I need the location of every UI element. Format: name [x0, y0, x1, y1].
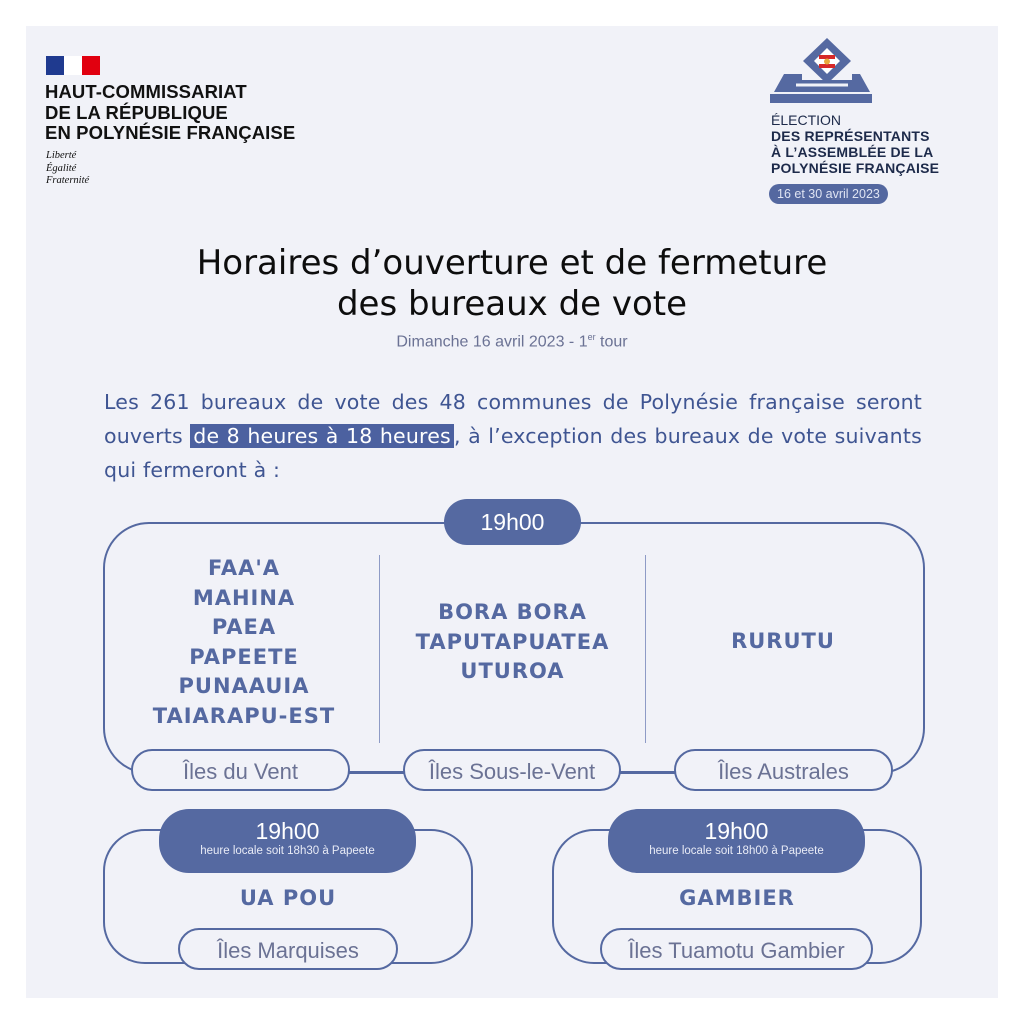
- region-iles-sous-le-vent: Îles Sous-le-Vent: [403, 749, 621, 791]
- election-line-2: DES REPRÉSENTANTS: [771, 128, 930, 144]
- intro-paragraph: [104, 385, 922, 487]
- commune-name: UTUROA: [460, 659, 565, 683]
- commune-name: TAIARAPU-EST: [152, 703, 336, 728]
- communes-iles-australes: [647, 627, 919, 657]
- subtitle-sup: er: [587, 332, 596, 342]
- ballot-box-icon: [770, 36, 872, 106]
- title-line-2: des bureaux de vote: [336, 284, 688, 324]
- communes-iles-sous-le-vent: [381, 598, 644, 687]
- marquises-time-badge: [159, 809, 416, 873]
- republic-motto: [46, 150, 89, 188]
- column-divider: [379, 555, 380, 743]
- institution-line-3: EN POLYNÉSIE FRANÇAISE: [45, 122, 296, 143]
- motto-liberte: Liberté: [46, 150, 77, 161]
- commune-name: TAPUTAPUATEA: [415, 629, 610, 654]
- page-subtitle: [0, 332, 1024, 351]
- marianne-flag-logo: [46, 56, 100, 75]
- column-divider: [645, 555, 646, 743]
- subtitle-text: Dimanche 16 avril 2023 - 1: [396, 333, 588, 351]
- election-line-3: À L’ASSEMBLÉE DE LA: [771, 144, 934, 160]
- title-line-1: Horaires d’ouverture et de fermeture: [196, 243, 828, 283]
- commune-name: MAHINA: [192, 585, 296, 610]
- commune-name: PUNAAUIA: [178, 674, 310, 698]
- election-label: [771, 112, 939, 176]
- commune-name: BORA BORA: [438, 600, 587, 624]
- commune-name: PAPEETE: [189, 644, 299, 669]
- election-line-1: ÉLECTION: [771, 112, 842, 128]
- motto-egalite: Égalité: [46, 162, 77, 174]
- region-iles-australes: Îles Australes: [674, 749, 893, 791]
- institution-line-1: HAUT-COMMISSARIAT: [45, 81, 247, 102]
- election-line-4: POLYNÉSIE FRANÇAISE: [771, 160, 940, 176]
- marquises-time: 19h00: [255, 818, 320, 844]
- region-connector: [620, 771, 675, 773]
- region-iles-marquises: Îles Marquises: [178, 928, 398, 970]
- main-group-time-badge: 19h00: [444, 499, 581, 545]
- commune-name: RURUTU: [731, 629, 835, 653]
- gambier-time-badge: [608, 809, 865, 873]
- motto-fraternite: Fraternité: [46, 175, 90, 186]
- gambier-time: 19h00: [704, 818, 769, 844]
- region-iles-du-vent: Îles du Vent: [131, 749, 350, 791]
- institution-line-2: DE LA RÉPUBLIQUE: [45, 101, 228, 123]
- communes-iles-du-vent: [110, 554, 378, 731]
- commune-gambier: GAMBIER: [679, 886, 795, 910]
- intro-highlight-hours: de 8 heures à 18 heures: [190, 424, 454, 448]
- intro-text-before: Les 261 bureaux de vote des 48 communes de Polynésie française seront ouverts: [104, 390, 922, 448]
- region-connector: [349, 771, 404, 773]
- subtitle-suffix: tour: [595, 333, 628, 351]
- intro-text-after: , à l’exception des bureaux de vote suivants qui fermeront à :: [104, 424, 922, 482]
- commune-ua-pou: UA POU: [239, 886, 337, 910]
- commune-name: PAEA: [211, 615, 277, 639]
- gambier-time-note: heure locale soit 18h00 à Papeete: [649, 845, 824, 857]
- marquises-time-note: heure locale soit 18h30 à Papeete: [200, 845, 375, 857]
- region-iles-tuamotu-gambier: Îles Tuamotu Gambier: [600, 928, 873, 970]
- institution-name: [45, 82, 295, 144]
- page-title: [0, 243, 1024, 325]
- election-dates-badge: 16 et 30 avril 2023: [769, 184, 888, 204]
- commune-name: FAA'A: [207, 556, 281, 580]
